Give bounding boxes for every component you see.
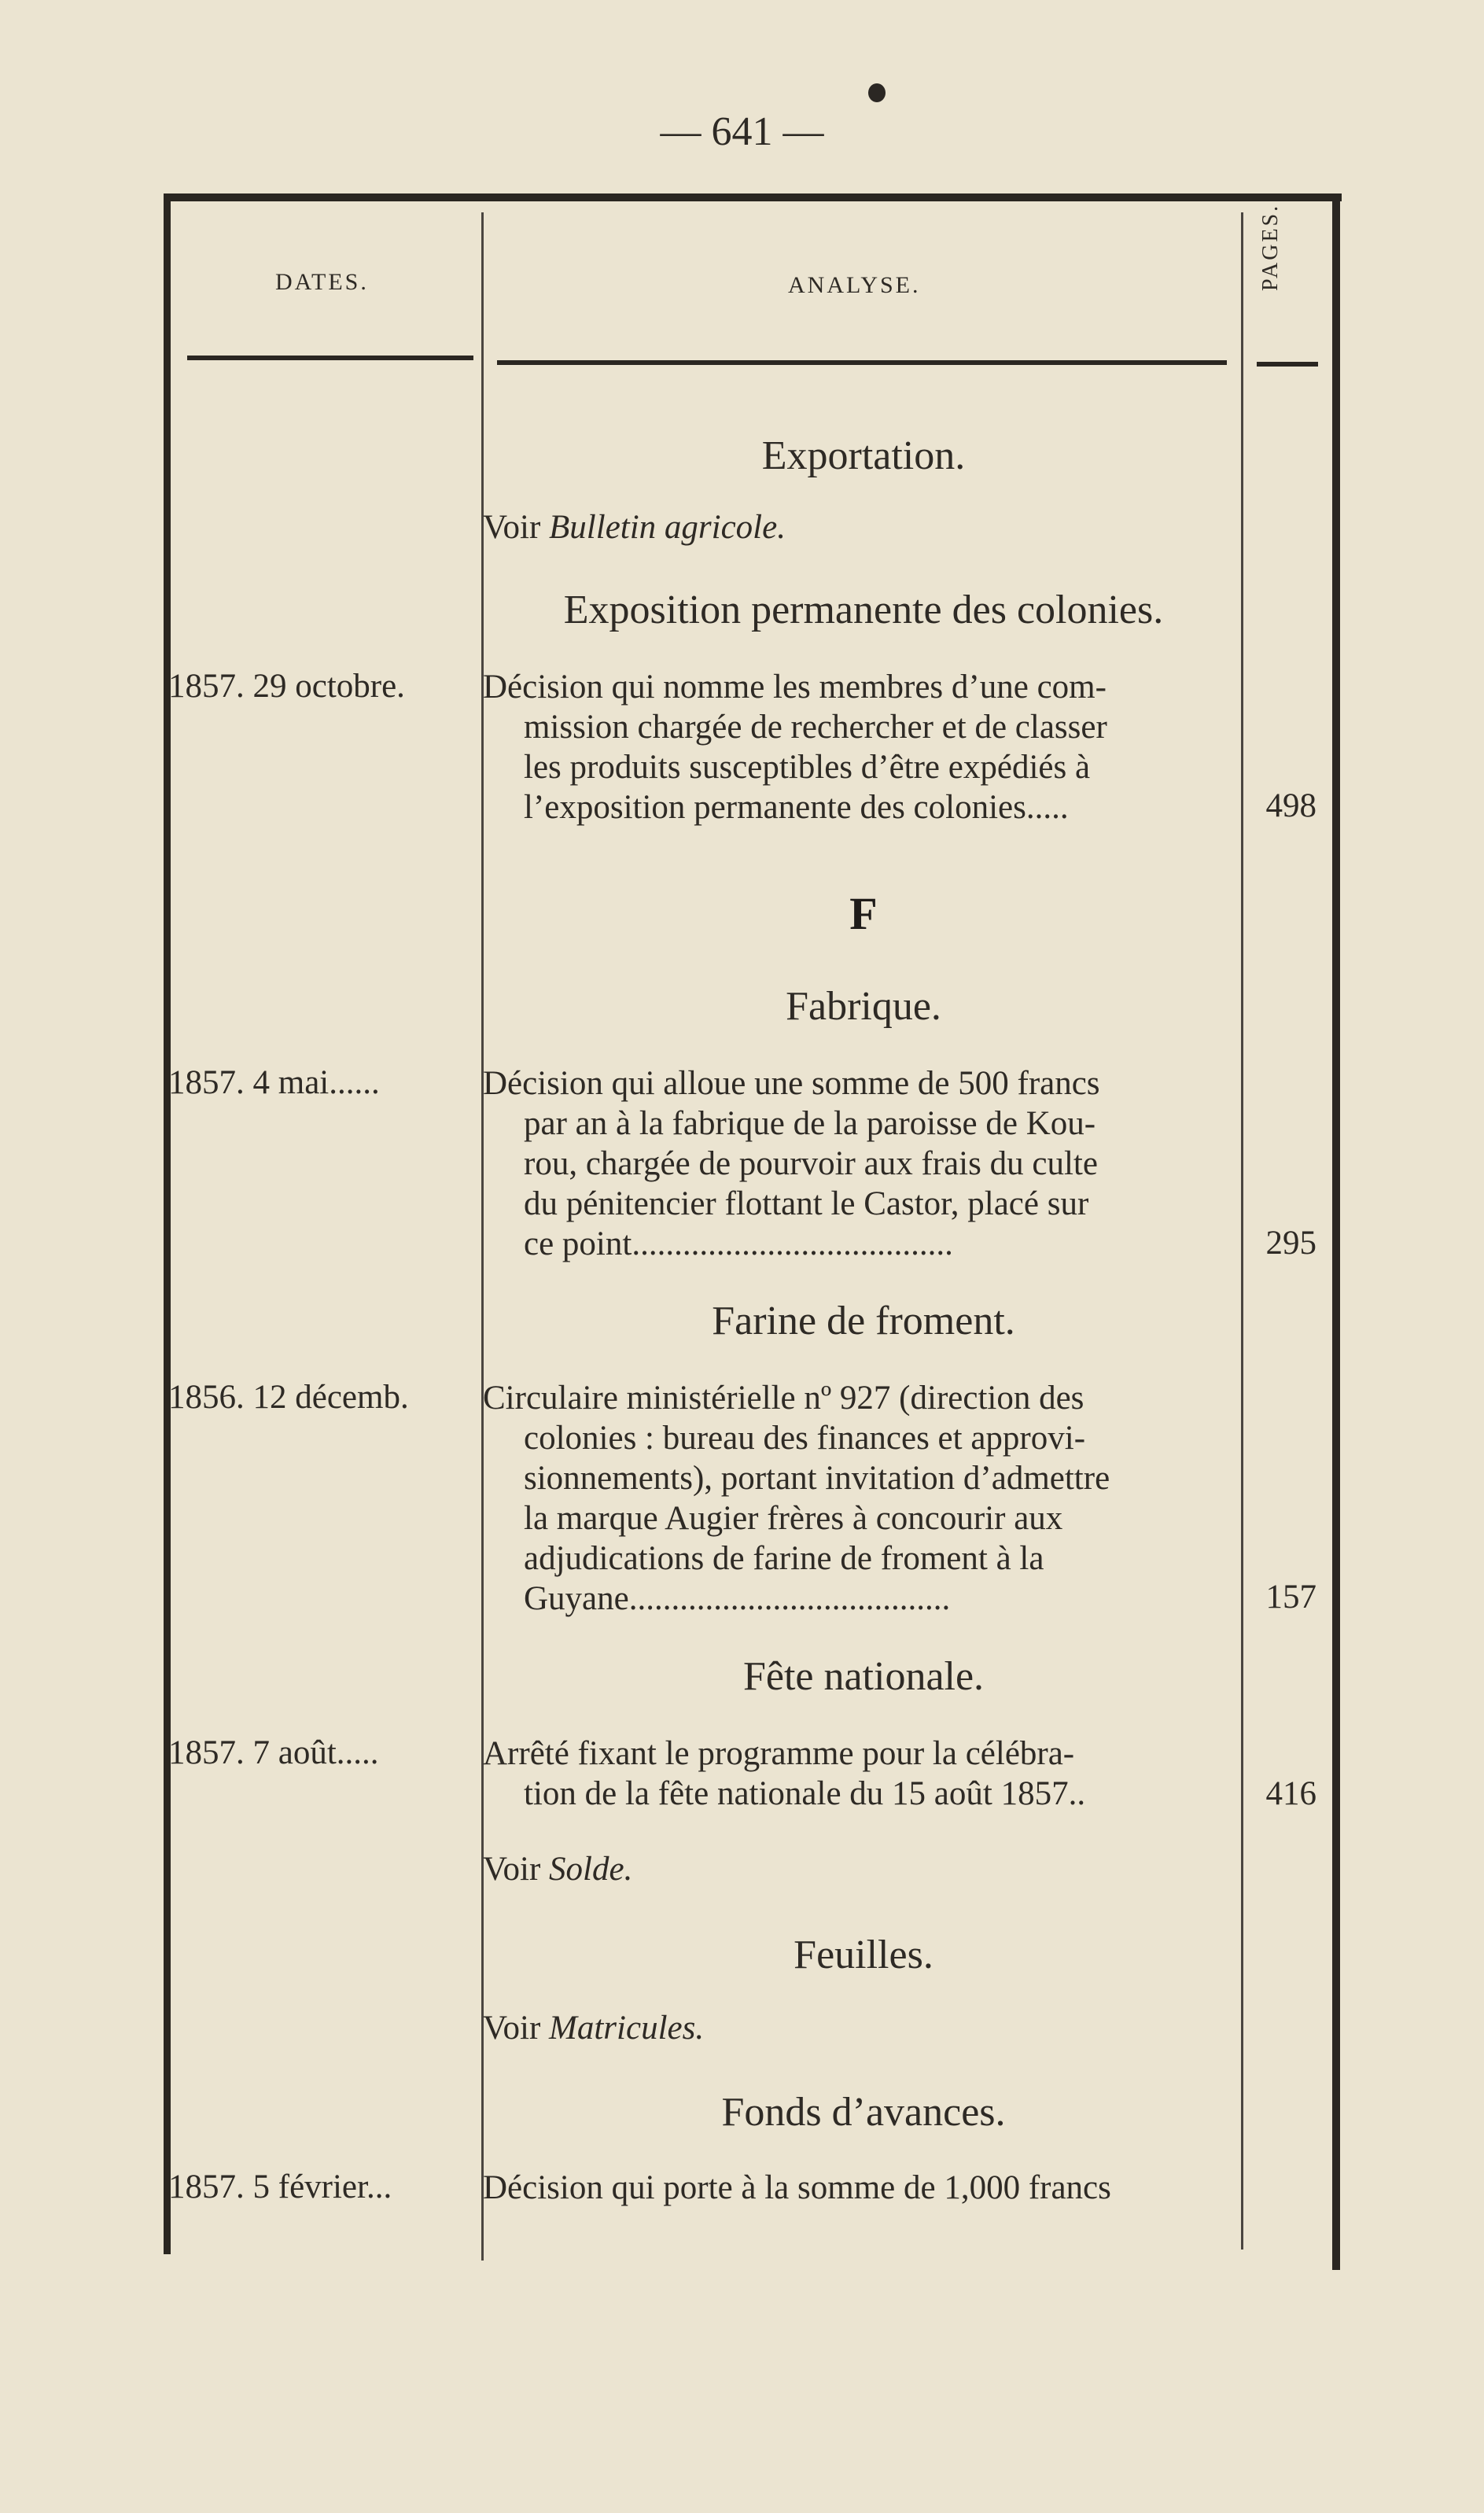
section-title-fonds: Fonds d’avances. (721, 2090, 1006, 2135)
entry-line: la marque Augier frères à concourir aux (524, 1500, 1063, 1537)
entry-text-fabrique (483, 1063, 1222, 1264)
entry-line: Décision qui porte à la somme de 1,000 francs (483, 2169, 1111, 2206)
entry-line: adjudications de farine de froment à la (524, 1540, 1044, 1577)
page-ref-fabrique: 295 (1265, 1225, 1316, 1262)
section-title-fabrique: Fabrique. (786, 984, 941, 1029)
entry-date-farine: 1856. 12 décemb. (168, 1379, 409, 1416)
entry-line: mission chargée de rechercher et de classer (524, 709, 1107, 746)
entry-line: sionnements), portant invitation d’admettre (524, 1460, 1110, 1497)
entry-line: rou, chargée de pourvoir aux frais du culte (524, 1145, 1098, 1182)
entry-date-exposition: 1857. 29 octobre. (168, 668, 405, 705)
section-title-exportation: Exportation. (761, 433, 966, 478)
entry-line: Circulaire ministérielle nº 927 (direction des (483, 1380, 1084, 1417)
entry-line: colonies : bureau des finances et approvi- (524, 1420, 1086, 1457)
section-title-feuilles: Feuilles. (794, 1933, 933, 1977)
page-ref-fete: 416 (1265, 1775, 1316, 1812)
ink-spot (868, 83, 886, 102)
section-title-fete: Fête nationale. (742, 1654, 985, 1699)
entry-line: par an à la fabrique de la paroisse de Kou- (524, 1105, 1096, 1142)
cross-reference-exportation: Voir Bulletin agricole. (483, 509, 786, 546)
entry-text-fonds (483, 2168, 1222, 2208)
section-title-exposition: Exposition permanente des colonies. (563, 588, 1164, 632)
entry-line: Arrêté fixant le programme pour la célébra- (483, 1735, 1075, 1772)
entry-text-farine (483, 1378, 1222, 1619)
section-letter: F (849, 888, 878, 939)
entry-text-fete (483, 1734, 1222, 1814)
header-pages: PAGES. (1258, 203, 1283, 291)
entry-text-exposition (483, 667, 1222, 827)
entry-line: Guyane...................................... (524, 1580, 951, 1617)
entry-line: l’exposition permanente des colonies..... (524, 789, 1069, 826)
page-ref-exposition: 498 (1265, 787, 1316, 824)
page-ref-farine: 157 (1265, 1579, 1316, 1616)
entry-date-fete: 1857. 7 août..... (168, 1734, 379, 1771)
section-title-farine: Farine de froment. (712, 1299, 1015, 1343)
entry-date-fabrique: 1857. 4 mai...... (168, 1064, 380, 1101)
entry-line: Décision qui alloue une somme de 500 francs (483, 1065, 1100, 1102)
header-analyse: ANALYSE. (788, 272, 921, 298)
cross-reference-fete: Voir Solde. (483, 1851, 633, 1888)
entry-line: du pénitencier flottant le Castor, placé sur (524, 1185, 1089, 1222)
entry-line: tion de la fête nationale du 15 août 1857.. (524, 1775, 1086, 1812)
entry-line: les produits susceptibles d’être expédiés à (524, 749, 1091, 786)
entry-date-fonds: 1857. 5 février... (168, 2168, 392, 2205)
cross-reference-feuilles: Voir Matricules. (483, 2010, 705, 2047)
header-dates: DATES. (275, 269, 369, 295)
entry-line: ce point...................................... (524, 1225, 953, 1262)
page-number: — 641 — (660, 109, 824, 154)
entry-line: Décision qui nomme les membres d’une com- (483, 669, 1107, 706)
